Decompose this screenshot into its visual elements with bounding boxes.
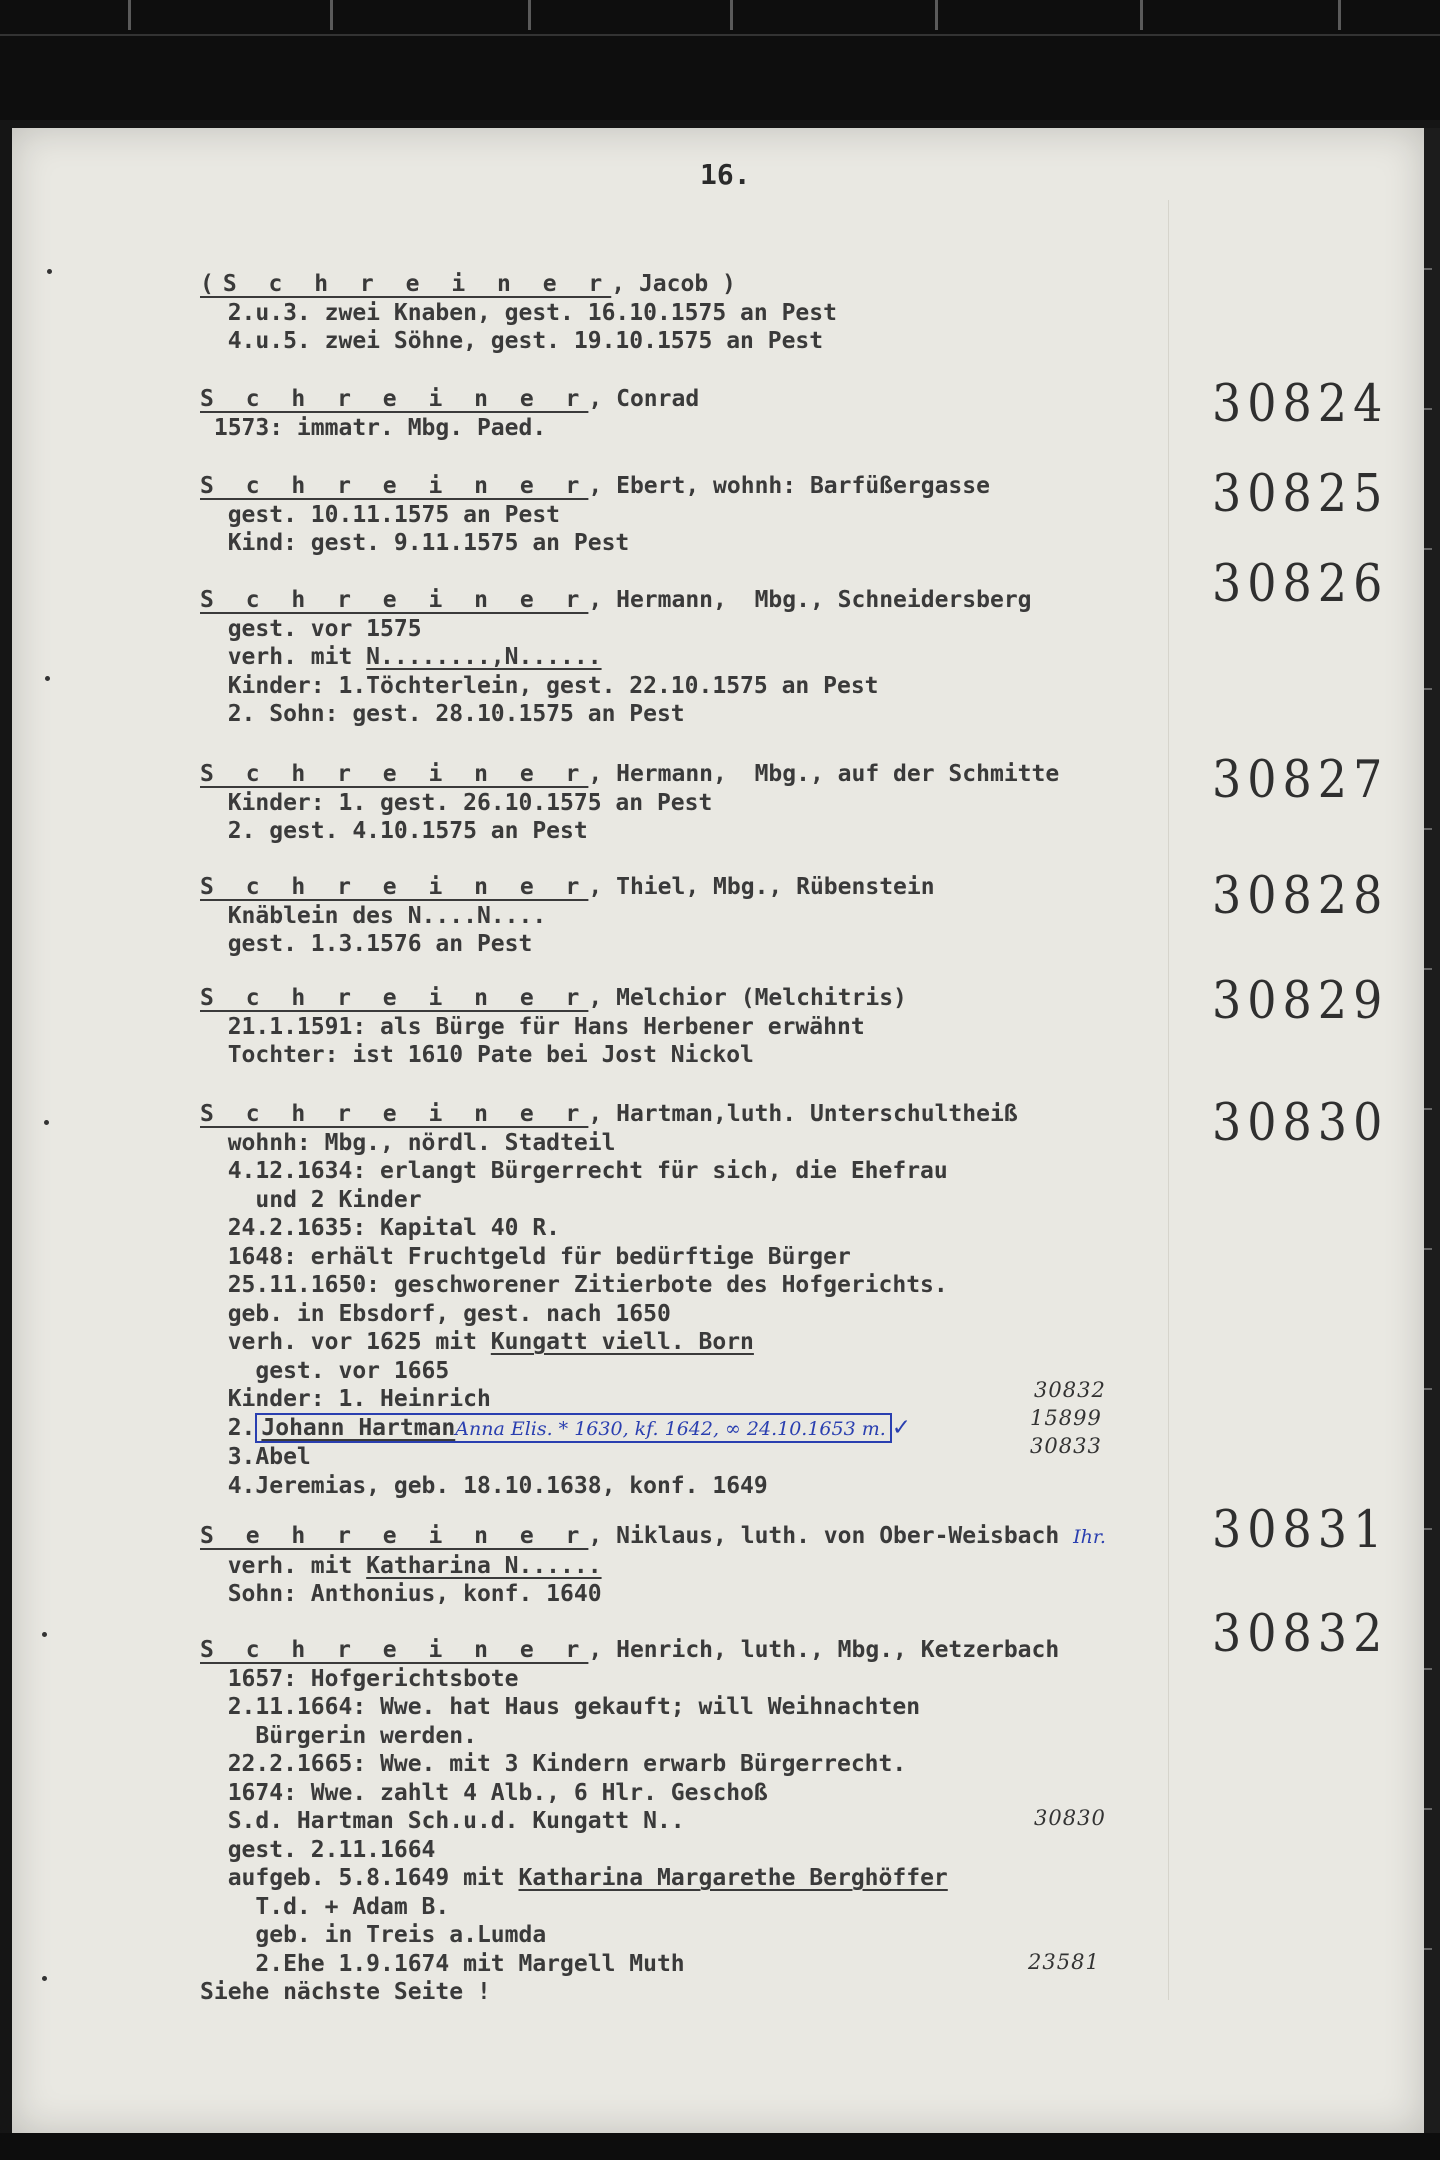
surname: S c h r e i n e r xyxy=(200,874,589,900)
entry-line: Sohn: Anthonius, konf. 1640 xyxy=(200,1581,602,1607)
scan-bottom-edge xyxy=(0,2133,1440,2160)
entry-heading: S c h r e i n e r, Henrich, luth., Mbg., Ketzerbach xyxy=(200,1637,1060,1663)
record-number: 30832 xyxy=(1212,1602,1389,1664)
entry-niklaus xyxy=(200,1522,1160,1609)
entry-line: 1648: erhält Fruchtgeld für bedürftige Bürger xyxy=(200,1243,851,1270)
surname: S c h r e i n e r xyxy=(200,985,589,1011)
entry-heading: S c h r e i n e r, Hermann, Mbg., auf der Schmitte xyxy=(200,761,1060,787)
scan-edge xyxy=(1424,128,1440,2133)
record-number: 30829 xyxy=(1212,969,1389,1031)
entry-line: gest. vor 1665 xyxy=(200,1357,450,1384)
entry-line: verh. vor 1625 mit Kungatt viell. Born xyxy=(200,1329,754,1355)
entry-line: 2. gest. 4.10.1575 an Pest xyxy=(200,818,588,844)
entry-jacob xyxy=(200,270,1160,356)
entry-line: geb. in Treis a.Lumda xyxy=(200,1922,547,1948)
entry-line: 4.12.1634: erlangt Bürgerrecht für sich, die Ehefrau xyxy=(200,1158,948,1184)
record-number: 30826 xyxy=(1212,552,1389,614)
entry-line: verh. mit Katharina N...... xyxy=(200,1552,602,1579)
entry-heading: S c h r e i n e r, Melchior (Melchitris) xyxy=(200,985,907,1011)
surname: S e h r e i n e r xyxy=(200,1523,589,1549)
punch-mark xyxy=(47,269,52,274)
surname: S c h r e i n e r xyxy=(200,761,589,787)
entry-line: Knäblein des N....N.... xyxy=(200,902,547,929)
entry-line: gest. 1.3.1576 an Pest xyxy=(200,931,533,957)
entry-line: Kinder: 1. Heinrich xyxy=(200,1386,491,1412)
punch-mark xyxy=(45,676,50,681)
entry-heading: S c h r e i n e r, Ebert, wohnh: Barfüßergasse xyxy=(200,473,990,499)
entry-line: 22.2.1665: Wwe. mit 3 Kindern erwarb Bürgerrecht. xyxy=(200,1751,907,1777)
entry-line: Kinder: 1. gest. 26.10.1575 an Pest xyxy=(200,789,713,816)
entry-heading: S c h r e i n e r, Hermann, Mbg., Schneidersberg xyxy=(200,587,1032,613)
entry-hartman xyxy=(200,1100,1160,1500)
entry-line: gest. 10.11.1575 an Pest xyxy=(200,501,561,528)
pencil-note: 30830 xyxy=(1034,1806,1106,1830)
pencil-note: 15899 xyxy=(1030,1406,1102,1430)
surname: S c h r e i n e r xyxy=(200,587,589,613)
continuation-note: Siehe nächste Seite ! xyxy=(200,1979,491,2005)
entry-line: 1573: immatr. Mbg. Paed. xyxy=(200,414,547,441)
pencil-note: 30832 xyxy=(1034,1378,1106,1402)
entry-heading: S e h r e i n e r, Niklaus, luth. von Ober-Weisbach Ihr. xyxy=(200,1523,1106,1549)
entry-line: 2. Johann HartmanAnna Elis. * 1630, kf. 1642, ∞ 24.10.1653 m. ✓ xyxy=(200,1414,912,1441)
record-number: 30824 xyxy=(1212,372,1389,434)
record-number: 30825 xyxy=(1212,462,1389,524)
entry-line: 24.2.1635: Kapital 40 R. xyxy=(200,1215,561,1241)
entry-line: aufgeb. 5.8.1649 mit Katharina Margarethe Berghöffer xyxy=(200,1865,948,1891)
entry-line: 1657: Hofgerichtsbote xyxy=(200,1665,519,1692)
entry-heading: S c h r e i n e r, Thiel, Mbg., Rübenstein xyxy=(200,874,935,900)
entry-line: Kind: gest. 9.11.1575 an Pest xyxy=(200,530,630,556)
record-number: 30828 xyxy=(1212,864,1389,926)
entry-heading: S c h r e i n e r, Hartman,luth. Unterschultheiß xyxy=(200,1101,1018,1127)
entry-melchior xyxy=(200,984,1160,1070)
entry-line: verh. mit N........,N...... xyxy=(200,644,602,670)
punch-mark xyxy=(42,1632,47,1637)
entry-line: und 2 Kinder xyxy=(200,1186,422,1213)
check-mark-icon: ✓ xyxy=(891,1414,912,1441)
entry-line: gest. vor 1575 xyxy=(200,615,422,642)
surname: S c h r e i n e r xyxy=(200,1101,589,1127)
entry-conrad xyxy=(200,385,1160,442)
entry-line: Bürgerin werden. xyxy=(200,1722,477,1749)
handwritten-annotation: Ihr. xyxy=(1073,1526,1106,1548)
entry-line: Kinder: 1.Töchterlein, gest. 22.10.1575 an Pest xyxy=(200,672,879,699)
entry-line: T.d. + Adam B. xyxy=(200,1893,450,1920)
pencil-note: 23581 xyxy=(1028,1950,1100,1974)
entry-ebert xyxy=(200,472,1160,558)
surname: S c h r e i n e r xyxy=(200,473,589,499)
page-number: 16. xyxy=(700,158,751,191)
entry-line: 1674: Wwe. zahlt 4 Alb., 6 Hlr. Geschoß xyxy=(200,1779,768,1806)
entry-line: gest. 2.11.1664 xyxy=(200,1836,436,1863)
surname: S c h r e i n e r xyxy=(200,386,589,412)
entry-heading: S c h r e i n e r, Conrad xyxy=(200,386,700,412)
entry-line: geb. in Ebsdorf, gest. nach 1650 xyxy=(200,1300,671,1327)
entry-hermann-2 xyxy=(200,760,1160,846)
entry-line: 4.Jeremias, geb. 18.10.1638, konf. 1649 xyxy=(200,1472,768,1499)
entry-henrich xyxy=(200,1636,1160,2007)
entry-hermann-1 xyxy=(200,586,1160,729)
film-strip-top xyxy=(0,0,1440,120)
surname: S c h r e i n e r xyxy=(200,1637,589,1663)
entry-line: S.d. Hartman Sch.u.d. Kungatt N.. xyxy=(200,1808,685,1834)
entry-line: 21.1.1591: als Bürge für Hans Herbener erwähnt xyxy=(200,1013,865,1040)
entry-thiel xyxy=(200,873,1160,959)
pencil-note: 30833 xyxy=(1030,1434,1102,1458)
entry-line: wohnh: Mbg., nördl. Stadteil xyxy=(200,1129,616,1156)
entry-line: 2.u.3. zwei Knaben, gest. 16.10.1575 an Pest xyxy=(200,299,837,326)
margin-rule xyxy=(1168,200,1169,2000)
punch-mark xyxy=(44,1120,49,1125)
record-number: 30831 xyxy=(1212,1498,1389,1560)
entry-line: 25.11.1650: geschworener Zitierbote des Hofgerichts. xyxy=(200,1272,948,1298)
entry-line: Tochter: ist 1610 Pate bei Jost Nickol xyxy=(200,1042,754,1068)
record-number: 30830 xyxy=(1212,1091,1389,1153)
entry-line: 4.u.5. zwei Söhne, gest. 19.10.1575 an Pest xyxy=(200,328,824,354)
entry-line: 2.11.1664: Wwe. hat Haus gekauft; will Weihnachten xyxy=(200,1694,921,1720)
entry-line: 2.Ehe 1.9.1674 mit Margell Muth xyxy=(200,1950,685,1977)
handwritten-annotation: Johann HartmanAnna Elis. * 1630, kf. 1642, ∞ 24.10.1653 m. xyxy=(255,1413,891,1443)
punch-mark xyxy=(42,1976,47,1981)
entry-line: 2. Sohn: gest. 28.10.1575 an Pest xyxy=(200,701,685,727)
entry-heading: (S c h r e i n e r, Jacob ) xyxy=(200,271,736,297)
record-number: 30827 xyxy=(1212,748,1389,810)
surname: (S c h r e i n e r xyxy=(200,271,612,297)
entry-line: 3.Abel xyxy=(200,1444,311,1470)
